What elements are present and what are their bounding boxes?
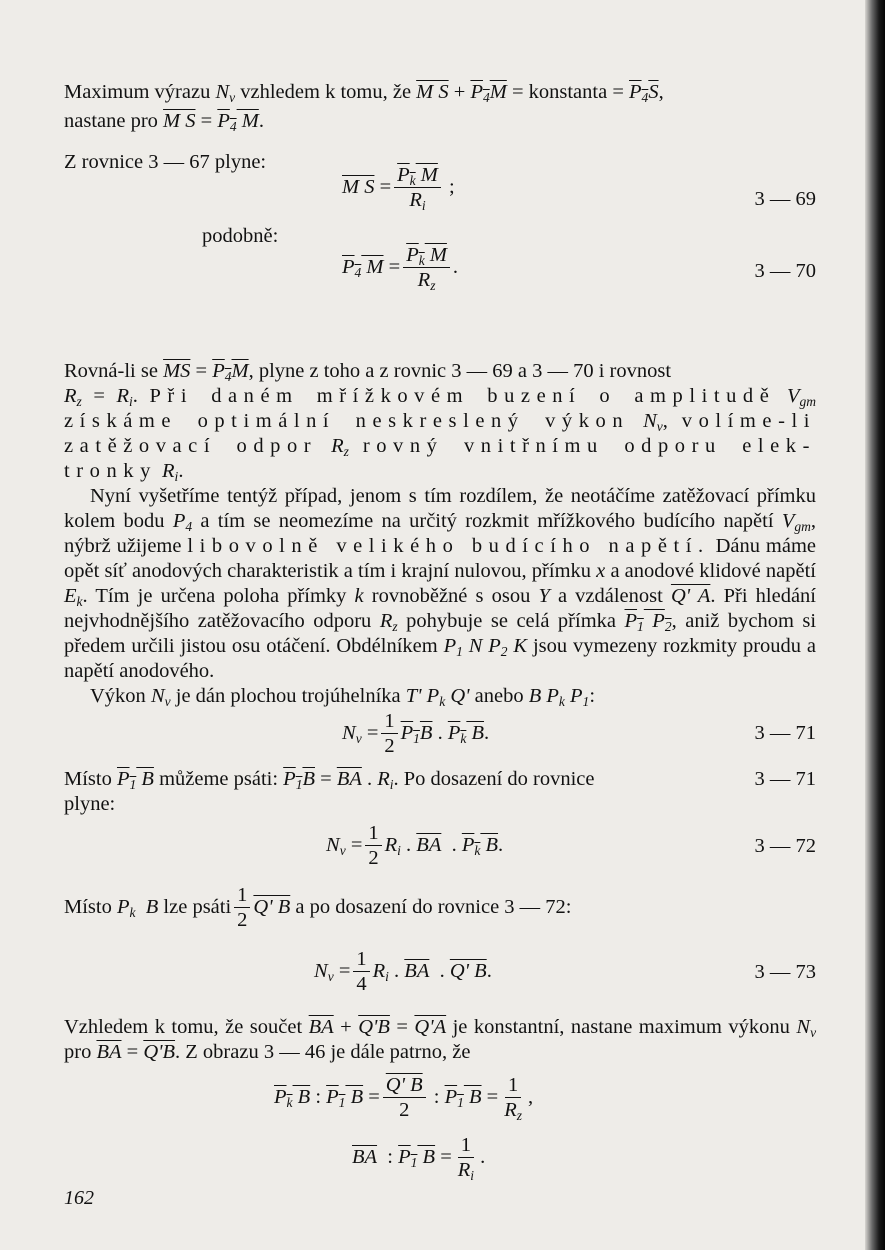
paragraph-misto-2: Místo $P_k$ B lze psáti $\frac{1}{2}$ Q' B a po dosazení do rovnice 3 — 72: bbox=[64, 884, 572, 931]
label-podobne: podobně: bbox=[202, 225, 279, 247]
paragraph-vykon: Výkon $N_v$ je dán plochou trojúhelníka T' $P_k$ Q' anebo B $P_k$ $P_1$: bbox=[90, 685, 596, 709]
page-number: 162 bbox=[64, 1187, 94, 1209]
equation-3-71: $N_v$ = $\frac{1}{2}$ $P_1B$ . $P_k$ B . 3 — 71 bbox=[342, 710, 816, 757]
paragraph-maximum: Maximum výrazu $N_v$ vzhledem k tomu, že M $S + P_4M$ = konstanta = $P_4S$, nastane pro M $S = P_4$ M. bbox=[64, 81, 664, 134]
paragraph-nyni: Nyní vyšetříme tentýž případ, jenom s tím rozdílem, že neotáčíme zatěžovací přímku kolem bodu $P_4$ a tím se neomezíme na určitý rozkmit mřížkového budícího napětí $V_{gm}$, nýbrž užijeme libovolně velikého budícího napětí. Dánu máme opět síť anodových charakteristik a tím i krajní nulovou, přímku x a anodové klidové napětí $E_k$. Tím je určena poloha přímky k rovnoběžné s osou Y a vzdálenost Q' A. Při hledání nejvhodnějšího zatěžovacího odporu $R_z$ pohybuje se celá přímka $P_1$ $P_2$, aniž bychom si předem určili jistou osu otáčení. Obdélníkem $P_1$ N $P_2$ K jsou vymezeny rozkmity proudu a napětí anodového. bbox=[64, 485, 817, 682]
page-edge-shadow bbox=[865, 0, 885, 1250]
paragraph-z-rovnice: Z rovnice 3 — 67 plyne: bbox=[64, 151, 267, 173]
book-page: Maximum výrazu $N_v$ vzhledem k tomu, že M $S + P_4M$ = konstanta = $P_4S$, nastane pro M $S = P_4$ M. Z rovnice 3 — 67 plyne: M S = $\frac{P_k M}{R_i}$ ; 3 — 69 podobně: $P_4$ M = $\frac{P_k M}{R_z}$ . 3 — 70 Rovná-li se $\overline{MS} = P_4M$, plyne z toho a z rovnic 3 — 69 a 3 — 70 i rovnost $R_z = R_i$. Při daném mřížkovém buzení o amplitudě $V_{gm}$ získáme optimální neskreslený výkon $N_v$, volíme-li zatěžovací odpor $R_z$ rovný vnitřnímu odporu elek- tronky $R_i$. Nyní vyšetříme tentýž případ, jenom s tím rozdílem, že neotáčíme zatěžovací přímku kolem bodu $P_4$ a tím se neomezíme na určitý rozkmit mřížkového budícího napětí $V_{gm}$, nýbrž užijeme libovolně velikého budícího napětí. Dánu máme opět síť anodových charakteristik a tím i krajní nulovou, přímku x a anodové klidové napětí $E_k$. Tím je určena poloha přímky k rovnoběžné s osou Y a vzdálenost Q' A. Při hledání nejvhodnějšího zatěžovacího odporu $R_z$ pohybuje se celá přímka $P_1$ $P_2$, aniž bychom si předem určili jistou osu otáčení. Obdélníkem $P_1$ N $P_2$ K jsou vymezeny rozkmity proudu a napětí anodového. Výkon $N_v$ je dán plochou trojúhelníka T' $P_k$ Q' anebo B $P_k$ $P_1$: $N_v$ = $\frac{1}{2}$ $P_1B$ . $P_k$ B . 3 — 71 Místo $P_1$ B můžeme psáti: $P_1B = \overline{BA}$ . $R_i$. Po dosazení do rovnice 3 — 71 plyne: $N_v$ = $\frac{1}{2}$ $R_i$ . $\overline{BA}$ . $P_k$ B . 3 — 72 Místo $P_k$ B lze psáti $\frac{1}{2}$ Q' B a po dosazení do rovnice 3 — 72: $N_v$ = $\frac{1}{4}$ $R_i$ . $\overline{BA}$ . Q' B . 3 — 73 Vzhledem k tomu, že součet $\overline{BA} + Q'B = Q'A$ je konstantní, nastane maximum výkonu $N_v$ pro $\overline{BA} = Q'B$. Z obrazu 3 — 46 je dále patrno, že $P_k$ B : $P_1$ B = $\frac{Q' B}{2}$ : $P_1$ B = $\frac{1}{R_z}$ , $\overline{BA}$ : $P_1$ B = $\frac{1}{R_i}$ . bbox=[64, 78, 816, 1193]
equation-3-72: $N_v$ = $\frac{1}{2}$ $R_i$ . $\overline{BA}$ . $P_k$ B . 3 — 72 bbox=[326, 822, 816, 869]
paragraph-vzhledem: Vzhledem k tomu, že součet $\overline{BA} + Q'B = Q'A$ je konstantní, nastane maximum výkonu $N_v$ pro $\overline{BA} = Q'B$. Z obrazu 3 — 46 je dále patrno, že bbox=[64, 1016, 817, 1063]
paragraph-rovna-li: Rovná-li se $\overline{MS} = P_4M$, plyne z toho a z rovnic 3 — 69 a 3 — 70 i rovnost $R_z = R_i$. Při daném mřížkovém buzení o amplitudě $V_{gm}$ získáme optimální neskreslený výkon $N_v$, volíme-li zatěžovací odpor $R_z$ rovný vnitřnímu odporu elek- tronky $R_i$. bbox=[64, 360, 817, 484]
equation-ratio-2: $\overline{BA}$ : $P_1$ B = $\frac{1}{R_i}$ . bbox=[352, 1134, 486, 1183]
paragraph-misto-1: Místo $P_1$ B můžeme psáti: $P_1B = \overline{BA}$ . $R_i$. Po dosazení do rovnice 3 — 71 plyne: bbox=[64, 768, 816, 815]
equation-3-73: $N_v$ = $\frac{1}{4}$ $R_i$ . $\overline{BA}$ . Q' B . 3 — 73 bbox=[314, 948, 816, 995]
equation-ratio-1: $P_k$ B : $P_1$ B = $\frac{Q' B}{2}$ : $P_1$ B = $\frac{1}{R_z}$ , bbox=[274, 1074, 534, 1123]
